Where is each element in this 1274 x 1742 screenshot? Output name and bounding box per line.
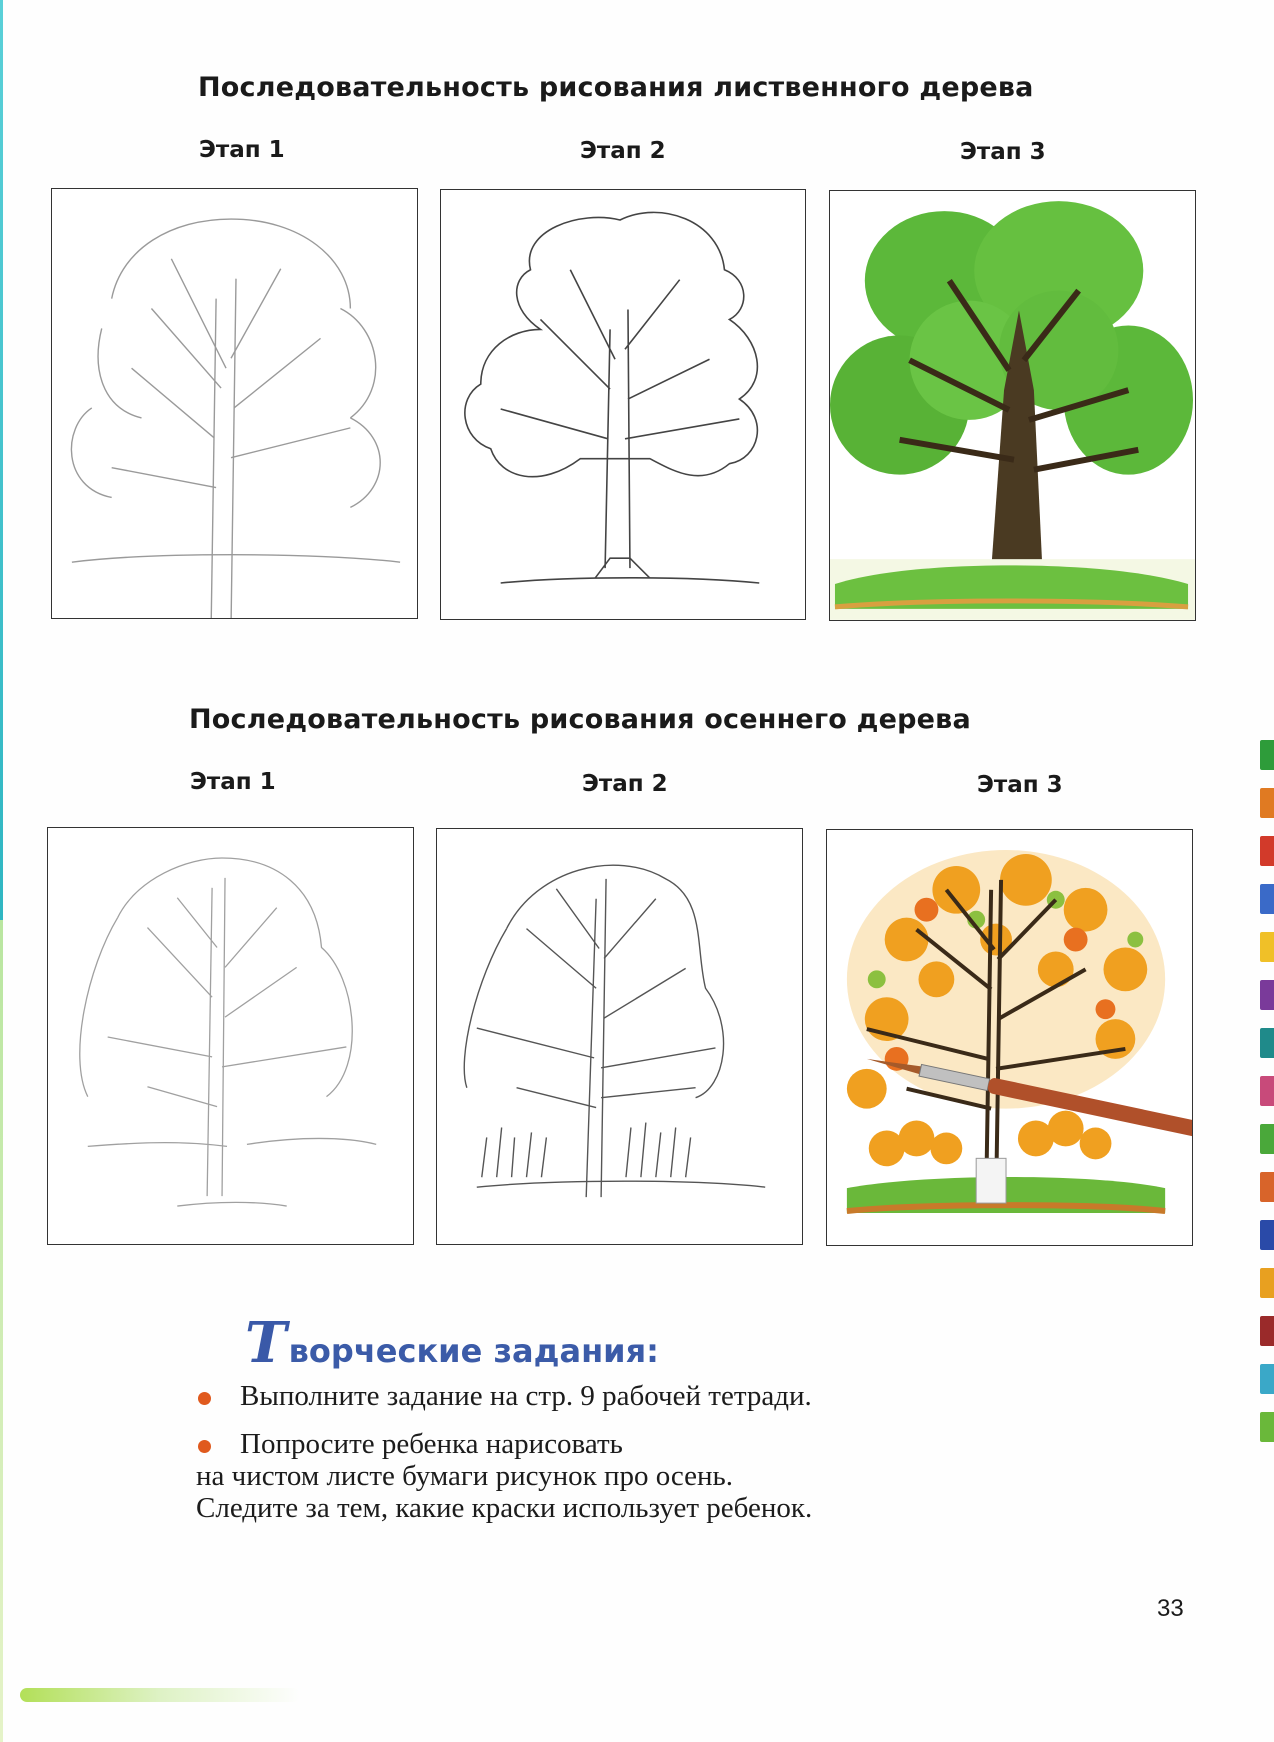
colored-pencils-edge xyxy=(1260,740,1274,1460)
section-title-autumn: Последовательность рисования осеннего дерева xyxy=(189,704,971,735)
image-painted-green-deciduous-tree xyxy=(829,190,1196,621)
sketch-tree-icon xyxy=(52,189,417,618)
image-outline-autumn-tree-with-bushes xyxy=(436,828,803,1245)
stage-label-1: Этап 1 xyxy=(190,769,276,795)
section-title-deciduous: Последовательность рисования лиственного дерева xyxy=(198,72,1034,103)
bullet-icon xyxy=(198,1392,211,1405)
stage-label-2: Этап 2 xyxy=(582,771,668,797)
tasks-title-text: ворческие задания: xyxy=(288,1332,659,1370)
page-edge-teal xyxy=(0,0,3,920)
stage-label-3: Этап 3 xyxy=(960,139,1046,165)
tasks-title xyxy=(245,1310,659,1376)
page-edge-green xyxy=(0,920,3,1742)
image-outline-deciduous-tree xyxy=(440,189,806,620)
page-number: 33 xyxy=(1157,1595,1184,1622)
task-item-1: Выполните задание на стр. 9 рабочей тетради. xyxy=(240,1380,812,1412)
image-painted-autumn-tree-with-brush xyxy=(826,829,1193,1246)
task-item-2-line-2: на чистом листе бумаги рисунок про осень. xyxy=(196,1460,734,1492)
bullet-icon xyxy=(198,1440,211,1453)
task-item-2-line-3: Следите за тем, какие краски использует ребенок. xyxy=(196,1492,813,1524)
image-pencil-sketch-autumn-tree xyxy=(47,827,414,1245)
stage-label-2: Этап 2 xyxy=(580,138,666,164)
image-pencil-sketch-deciduous-tree xyxy=(51,188,418,619)
tasks-title-initial: Т xyxy=(245,1310,287,1376)
bottom-decoration xyxy=(20,1688,300,1702)
stage-label-1: Этап 1 xyxy=(199,137,285,163)
stage-label-3: Этап 3 xyxy=(977,772,1063,798)
task-item-2: Попросите ребенка нарисовать xyxy=(240,1428,623,1460)
